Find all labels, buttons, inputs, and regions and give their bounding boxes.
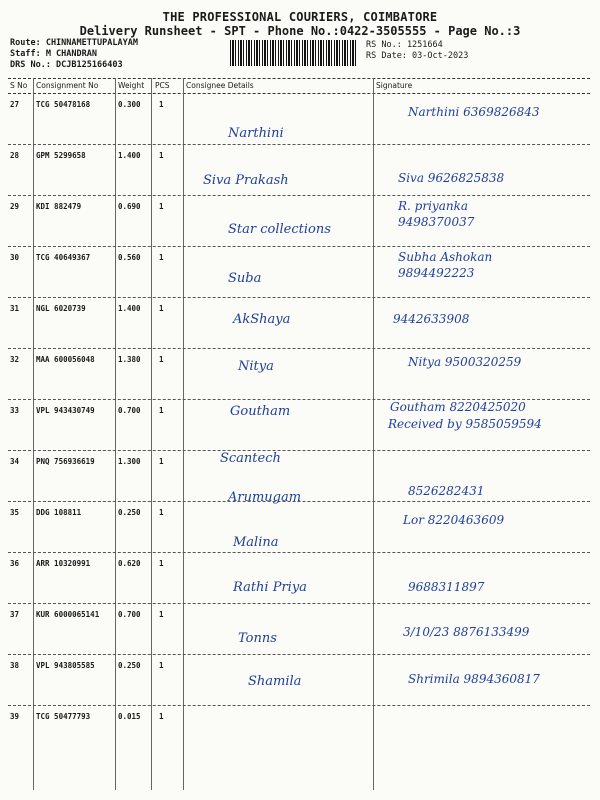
drs-line: DRS No.: DCJB125166403	[10, 60, 123, 70]
weight: 0.300	[118, 100, 141, 109]
signature-handwritten: Goutham 8220425020	[390, 400, 526, 414]
col-consignment: Consignment No	[36, 81, 99, 90]
sno: 36	[10, 559, 20, 568]
weight: 0.250	[118, 508, 141, 517]
table-row	[8, 247, 590, 298]
signature-handwritten: Subha Ashokan 9894492223	[398, 250, 493, 280]
sno: 32	[10, 355, 20, 364]
signature-handwritten: Lor 8220463609	[403, 513, 505, 527]
rs-number: RS No.: 1251664	[366, 40, 443, 50]
consignment-no: GPM 5299658	[36, 151, 86, 160]
col-consignee: Consignee Details	[186, 81, 254, 90]
sno: 34	[10, 457, 20, 466]
pcs: 1	[159, 610, 164, 619]
signature-handwritten: Shrimila 9894360817	[408, 672, 540, 686]
col-sno: S No	[10, 81, 28, 90]
pcs: 1	[159, 355, 164, 364]
consignee-handwritten: Scantech	[220, 451, 281, 466]
sno: 37	[10, 610, 20, 619]
sno: 39	[10, 712, 20, 721]
table-row	[8, 349, 590, 400]
weight: 1.400	[118, 304, 141, 313]
col-weight: Weight	[118, 81, 145, 90]
pcs: 1	[159, 661, 164, 670]
consignment-no: VPL 943805585	[36, 661, 95, 670]
consignment-no: MAA 600056048	[36, 355, 95, 364]
weight: 1.380	[118, 355, 141, 364]
table-row	[8, 94, 590, 145]
signature-handwritten: 9688311897	[408, 580, 485, 594]
signature-handwritten: Siva 9626825838	[398, 171, 505, 185]
pcs: 1	[159, 202, 164, 211]
header-rule	[8, 78, 590, 79]
sno: 28	[10, 151, 20, 160]
pcs: 1	[159, 100, 164, 109]
pcs: 1	[159, 304, 164, 313]
pcs: 1	[159, 712, 164, 721]
consignee-handwritten: Rathi Priya	[233, 580, 307, 595]
table-row	[8, 672, 590, 757]
consignment-no: NGL 6020739	[36, 304, 86, 313]
table-row	[8, 145, 590, 196]
signature-handwritten: R. priyanka 9498370037	[398, 199, 475, 229]
weight: 0.700	[118, 610, 141, 619]
weight: 0.560	[118, 253, 141, 262]
col-signature: Signature	[376, 81, 413, 90]
signature-handwritten: Narthini 6369826843	[408, 105, 540, 119]
consignee-handwritten: Shamila	[248, 674, 302, 689]
consignee-handwritten: Star collections	[228, 222, 331, 237]
col-pcs: PCS	[155, 81, 170, 90]
pcs: 1	[159, 151, 164, 160]
sno: 30	[10, 253, 20, 262]
consignment-no: TCG 40649367	[36, 253, 91, 262]
staff-line: Staff: M CHANDRAN	[10, 49, 97, 59]
table-row	[8, 298, 590, 349]
consignment-no: ARR 10320991	[36, 559, 91, 568]
table-row	[8, 196, 590, 247]
rs-date: RS Date: 03-Oct-2023	[366, 51, 469, 61]
signature-handwritten: 9442633908	[393, 312, 470, 326]
pcs: 1	[159, 559, 164, 568]
consignment-no: PNQ 756936619	[36, 457, 95, 466]
consignee-handwritten: AkShaya	[233, 312, 291, 327]
pcs: 1	[159, 253, 164, 262]
consignee-handwritten: Malina	[233, 535, 279, 550]
pcs: 1	[159, 406, 164, 415]
runsheet-subtitle: Delivery Runsheet - SPT - Phone No.:0422-3505555 - Page No.:3	[79, 24, 521, 38]
weight: 0.690	[118, 202, 141, 211]
weight: 0.015	[118, 712, 141, 721]
weight: 0.620	[118, 559, 141, 568]
sno: 27	[10, 100, 20, 109]
consignee-handwritten: Goutham	[230, 404, 291, 419]
consignee-handwritten: Siva Prakash	[203, 173, 289, 188]
weight: 1.300	[118, 457, 141, 466]
route-line: Route: CHINNAMETTUPALAYAM	[10, 38, 138, 48]
consignment-no: VPL 943430749	[36, 406, 95, 415]
weight: 0.700	[118, 406, 141, 415]
pcs: 1	[159, 457, 164, 466]
company-title: THE PROFESSIONAL COURIERS, COIMBATORE	[162, 10, 438, 24]
signature-handwritten: Received by 9585059594	[388, 417, 542, 431]
consignment-no: TCG 50478168	[36, 100, 91, 109]
signature-handwritten: 3/10/23 8876133499	[403, 625, 530, 639]
sno: 35	[10, 508, 20, 517]
consignee-handwritten: Nitya	[238, 359, 274, 374]
consignment-no: DDG 108811	[36, 508, 82, 517]
weight: 0.250	[118, 661, 141, 670]
sno: 33	[10, 406, 20, 415]
table-row	[8, 513, 590, 604]
sno: 31	[10, 304, 20, 313]
consignee-handwritten: Narthini	[228, 126, 284, 141]
consignee-handwritten: Arumugam	[228, 490, 302, 505]
barcode	[230, 40, 358, 66]
consignee-handwritten: Suba	[228, 271, 262, 286]
weight: 1.400	[118, 151, 141, 160]
sno: 29	[10, 202, 20, 211]
consignee-handwritten: Tonns	[238, 631, 277, 646]
pcs: 1	[159, 508, 164, 517]
consignment-no: TCG 50477793	[36, 712, 91, 721]
signature-handwritten: Nitya 9500320259	[408, 355, 522, 369]
signature-handwritten: 8526282431	[408, 484, 485, 498]
consignment-no: KUR 6000065141	[36, 610, 100, 619]
sno: 38	[10, 661, 20, 670]
consignment-no: KDI 882479	[36, 202, 82, 211]
